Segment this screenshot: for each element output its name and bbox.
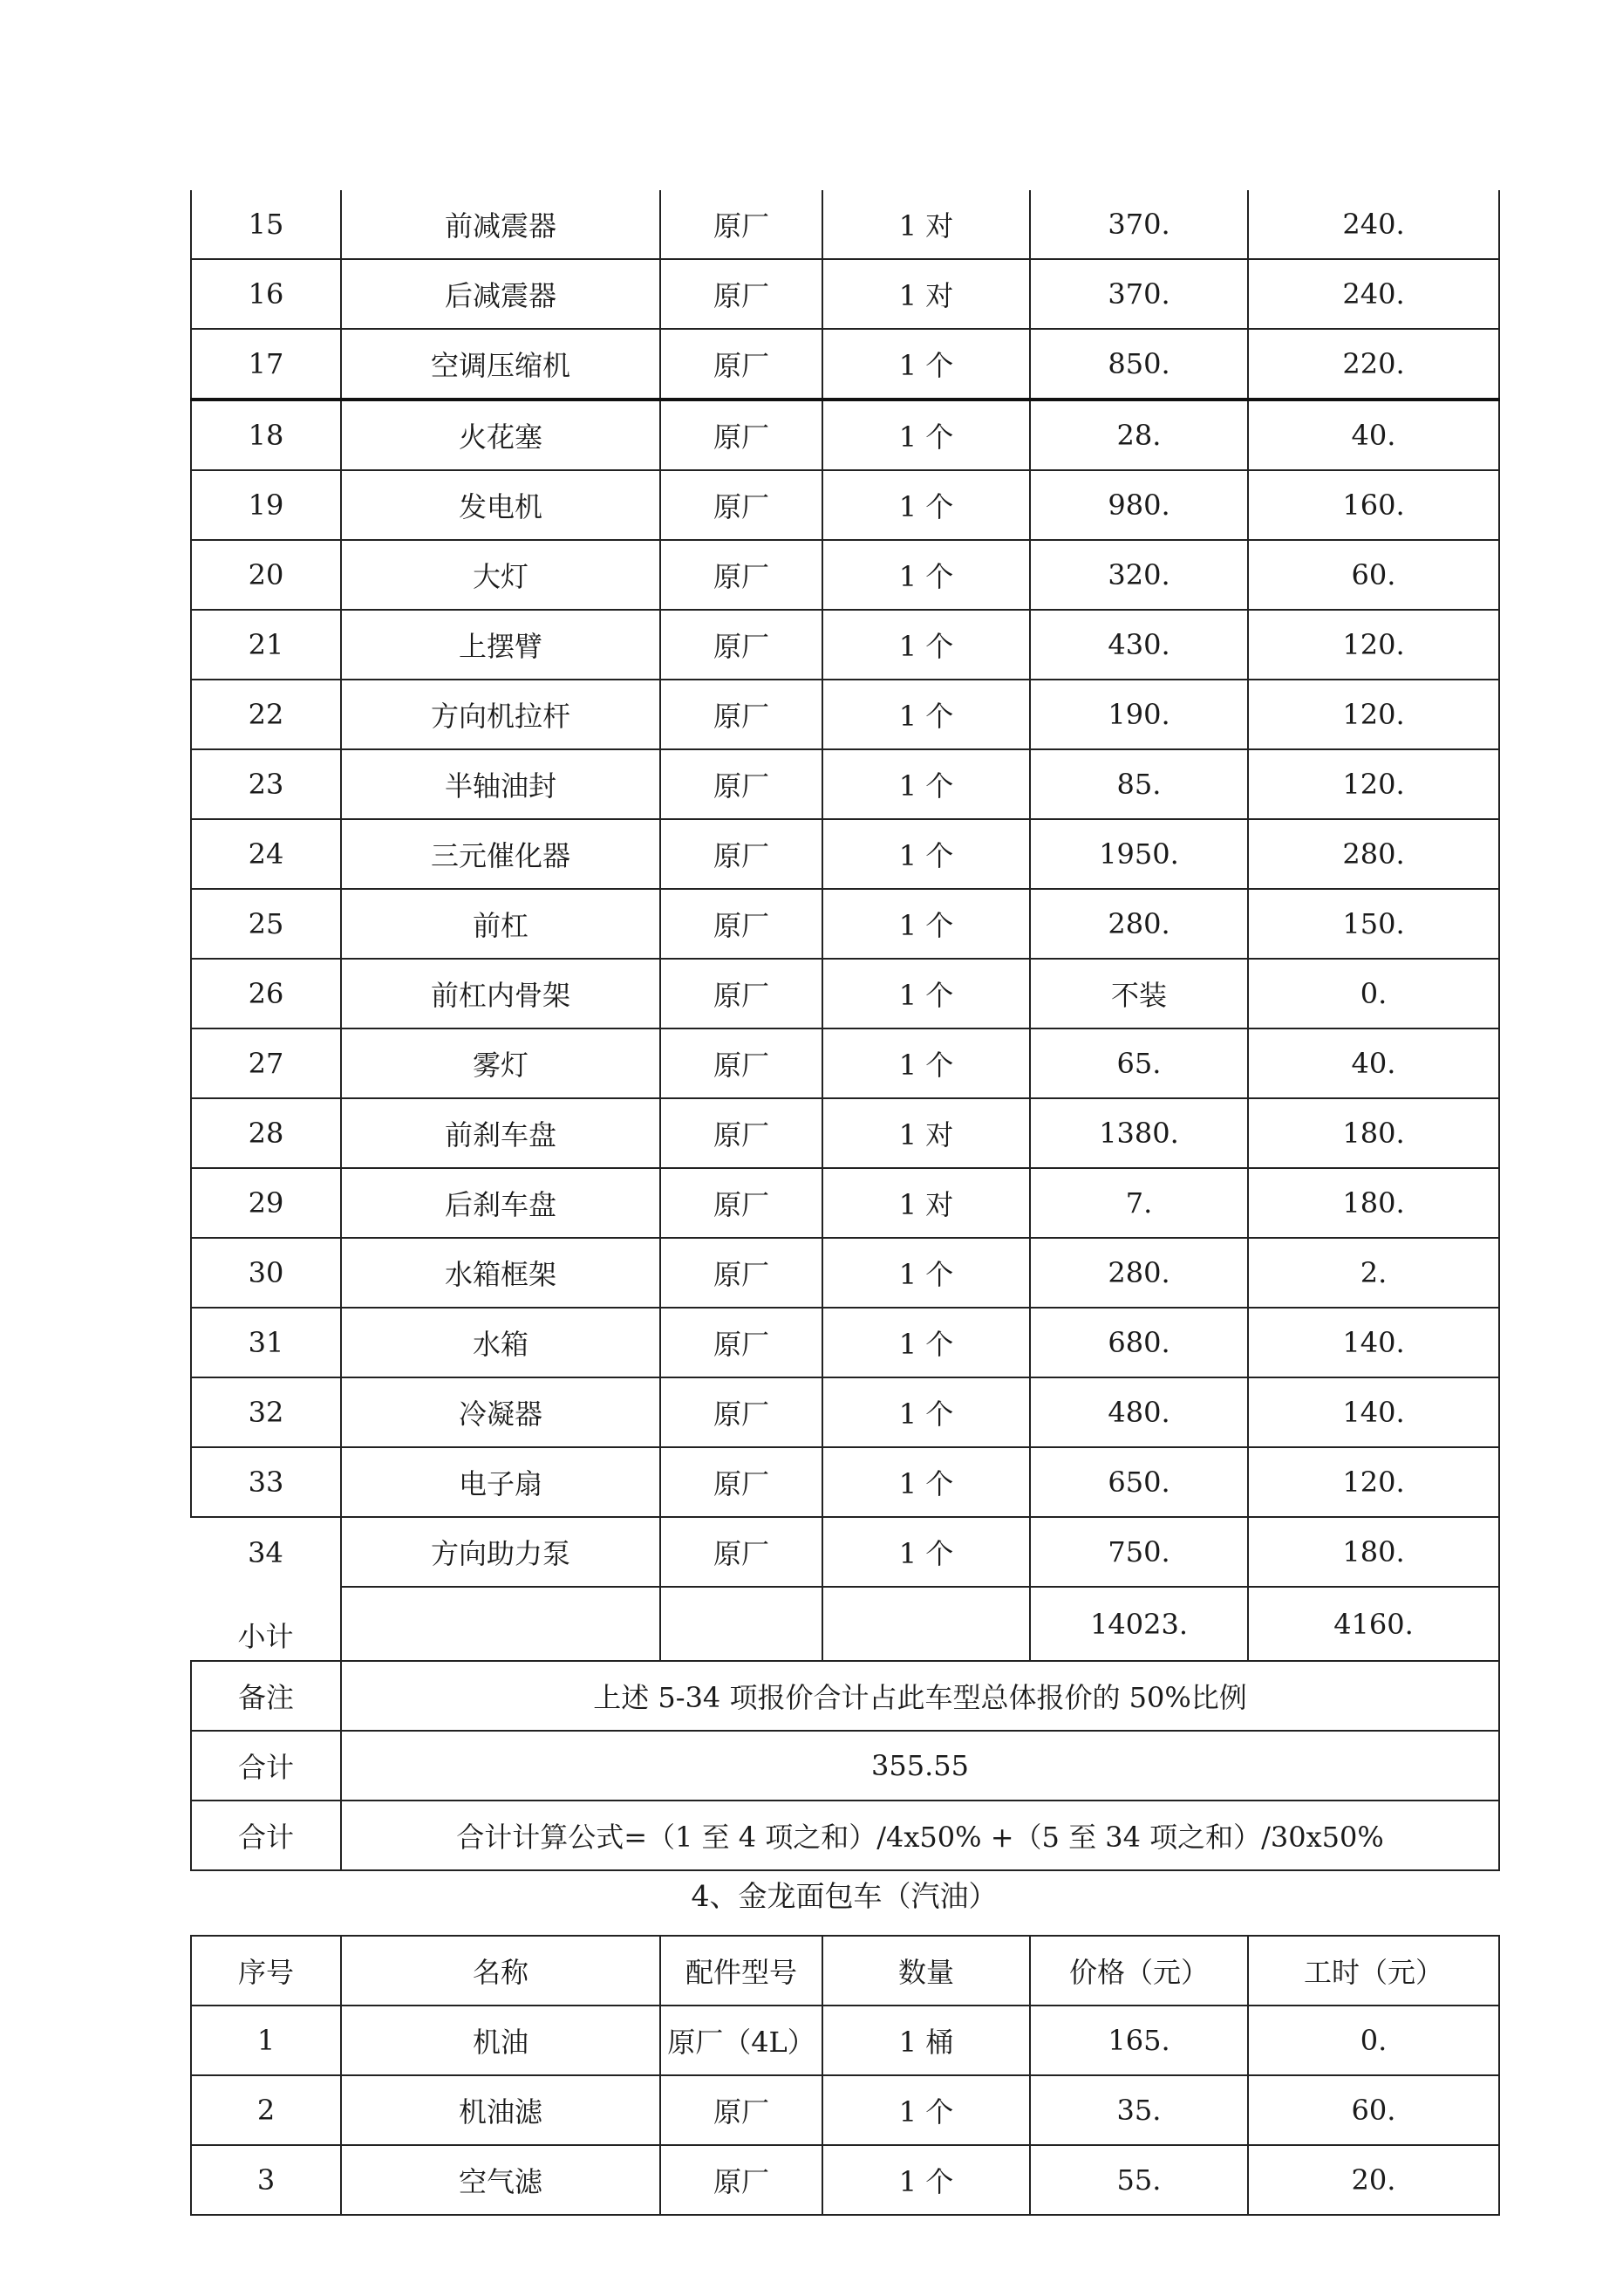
labor-cost: 40. (1248, 1028, 1499, 1098)
part-quantity: 1 个 (822, 329, 1030, 400)
table-row (191, 1168, 1499, 1238)
part-name: 空调压缩机 (341, 329, 660, 400)
part-quantity: 1 个 (822, 889, 1030, 959)
labor-cost: 40. (1248, 400, 1499, 470)
part-price: 370. (1030, 259, 1248, 329)
part-model: 原厂 (660, 540, 822, 610)
formula-row (191, 1801, 1499, 1870)
labor-cost: 140. (1248, 1377, 1499, 1447)
subtotal-qty-empty (822, 1587, 1030, 1661)
part-quantity: 1 对 (822, 190, 1030, 259)
remark-text: 上述 5-34 项报价合计占此车型总体报价的 50%比例 (341, 1661, 1499, 1731)
part-price: 165. (1030, 2006, 1248, 2075)
header-no: 序号 (191, 1936, 341, 2006)
row-number: 25 (191, 889, 341, 959)
labor-cost: 140. (1248, 1308, 1499, 1377)
part-price: 55. (1030, 2145, 1248, 2215)
subtotal-labor: 4160. (1248, 1587, 1499, 1661)
remark-label: 备注 (191, 1661, 341, 1731)
part-quantity: 1 桶 (822, 2006, 1030, 2075)
labor-cost: 0. (1248, 2006, 1499, 2075)
part-model: 原厂 (660, 400, 822, 470)
row-number: 17 (191, 329, 341, 400)
total-row (191, 1731, 1499, 1801)
part-price: 370. (1030, 190, 1248, 259)
part-model: 原厂 (660, 749, 822, 819)
labor-cost: 0. (1248, 959, 1499, 1028)
part-quantity: 1 对 (822, 1168, 1030, 1238)
part-model: 原厂 (660, 1308, 822, 1377)
table-row (191, 400, 1499, 470)
formula-label: 合计 (191, 1801, 341, 1870)
part-quantity: 1 个 (822, 1377, 1030, 1447)
table-row (191, 959, 1499, 1028)
part-name: 大灯 (341, 540, 660, 610)
part-price: 190. (1030, 680, 1248, 749)
part-price: 280. (1030, 889, 1248, 959)
parts-table-body (191, 190, 1499, 1517)
part-model: 原厂 (660, 1447, 822, 1517)
part-quantity: 1 个 (822, 1028, 1030, 1098)
row-number: 27 (191, 1028, 341, 1098)
part-price: 1380. (1030, 1098, 1248, 1168)
labor-cost: 280. (1248, 819, 1499, 889)
row-number: 15 (191, 190, 341, 259)
part-quantity: 1 个 (822, 1517, 1030, 1587)
header-qty: 数量 (822, 1936, 1030, 2006)
total-label: 合计 (191, 1731, 341, 1801)
part-model: 原厂 (660, 889, 822, 959)
part-quantity: 1 个 (822, 749, 1030, 819)
part-price: 650. (1030, 1447, 1248, 1517)
row-number: 30 (191, 1238, 341, 1308)
part-model: 原厂 (660, 1098, 822, 1168)
part-price: 28. (1030, 400, 1248, 470)
part-quantity: 1 个 (822, 470, 1030, 540)
labor-cost: 220. (1248, 329, 1499, 400)
table-row (191, 749, 1499, 819)
part-price: 680. (1030, 1308, 1248, 1377)
part-model: 原厂 (660, 1238, 822, 1308)
table-row (191, 2075, 1499, 2145)
labor-cost: 180. (1248, 1517, 1499, 1587)
part-model: 原厂 (660, 2075, 822, 2145)
part-name: 水箱框架 (341, 1238, 660, 1308)
row-number: 20 (191, 540, 341, 610)
part-model: 原厂 (660, 1377, 822, 1447)
part-quantity: 1 个 (822, 610, 1030, 680)
table-row (191, 680, 1499, 749)
row-number: 18 (191, 400, 341, 470)
table-row (191, 1517, 1499, 1587)
row-number: 26 (191, 959, 341, 1028)
subtotal-label: 小计 (191, 1587, 341, 1661)
row-number: 21 (191, 610, 341, 680)
table-row (191, 190, 1499, 259)
part-name: 发电机 (341, 470, 660, 540)
part-price: 65. (1030, 1028, 1248, 1098)
part-model: 原厂 (660, 819, 822, 889)
part-price: 1950. (1030, 819, 1248, 889)
table-header-row (191, 1936, 1499, 2006)
part-name: 雾灯 (341, 1028, 660, 1098)
jinlong-table-body (191, 2006, 1499, 2215)
remark-row (191, 1661, 1499, 1731)
part-price: 85. (1030, 749, 1248, 819)
labor-cost: 240. (1248, 259, 1499, 329)
row-number: 2 (191, 2075, 341, 2145)
table-row (191, 470, 1499, 540)
part-price: 430. (1030, 610, 1248, 680)
subtotal-row (191, 1587, 1499, 1661)
row-number: 28 (191, 1098, 341, 1168)
part-name: 三元催化器 (341, 819, 660, 889)
part-model: 原厂 (660, 610, 822, 680)
table-row (191, 540, 1499, 610)
part-model: 原厂 (660, 1168, 822, 1238)
part-quantity: 1 个 (822, 1238, 1030, 1308)
row-number: 33 (191, 1447, 341, 1517)
part-price: 480. (1030, 1377, 1248, 1447)
labor-cost: 120. (1248, 680, 1499, 749)
jinlong-van-parts-table (190, 1935, 1500, 2216)
labor-cost: 120. (1248, 610, 1499, 680)
part-price: 35. (1030, 2075, 1248, 2145)
header-name: 名称 (341, 1936, 660, 2006)
part-name: 方向机拉杆 (341, 680, 660, 749)
part-quantity: 1 对 (822, 259, 1030, 329)
part-name: 后减震器 (341, 259, 660, 329)
labor-cost: 160. (1248, 470, 1499, 540)
part-name: 机油 (341, 2006, 660, 2075)
table-row (191, 329, 1499, 400)
header-labor: 工时（元） (1248, 1936, 1499, 2006)
part-quantity: 1 个 (822, 2075, 1030, 2145)
part-price: 7. (1030, 1168, 1248, 1238)
table-row (191, 819, 1499, 889)
row-number: 34 (191, 1517, 341, 1587)
part-price: 320. (1030, 540, 1248, 610)
part-quantity: 1 个 (822, 1447, 1030, 1517)
part-name: 前刹车盘 (341, 1098, 660, 1168)
part-name: 方向助力泵 (341, 1517, 660, 1587)
subtotal-price: 14023. (1030, 1587, 1248, 1661)
part-name: 上摆臂 (341, 610, 660, 680)
part-model: 原厂 (660, 959, 822, 1028)
row-number: 16 (191, 259, 341, 329)
part-quantity: 1 个 (822, 400, 1030, 470)
table-row (191, 1308, 1499, 1377)
part-name: 前减震器 (341, 190, 660, 259)
part-name: 电子扇 (341, 1447, 660, 1517)
part-name: 水箱 (341, 1308, 660, 1377)
part-model: 原厂 (660, 329, 822, 400)
part-quantity: 1 个 (822, 680, 1030, 749)
row-number: 1 (191, 2006, 341, 2075)
labor-cost: 240. (1248, 190, 1499, 259)
part-quantity: 1 个 (822, 819, 1030, 889)
header-model: 配件型号 (660, 1936, 822, 2006)
part-name: 后刹车盘 (341, 1168, 660, 1238)
part-quantity: 1 对 (822, 1098, 1030, 1168)
part-model: 原厂 (660, 680, 822, 749)
part-name: 冷凝器 (341, 1377, 660, 1447)
labor-cost: 2. (1248, 1238, 1499, 1308)
table-row (191, 1238, 1499, 1308)
table-row (191, 2006, 1499, 2075)
part-model: 原厂 (660, 190, 822, 259)
part-quantity: 1 个 (822, 2145, 1030, 2215)
part-name: 火花塞 (341, 400, 660, 470)
row-number: 24 (191, 819, 341, 889)
parts-price-table-continued (190, 190, 1500, 1871)
part-quantity: 1 个 (822, 540, 1030, 610)
parts-table-tail (191, 1517, 1499, 1870)
part-name: 前杠 (341, 889, 660, 959)
table-row (191, 1377, 1499, 1447)
labor-cost: 180. (1248, 1168, 1499, 1238)
part-model: 原厂 (660, 259, 822, 329)
table-row (191, 259, 1499, 329)
part-quantity: 1 个 (822, 1308, 1030, 1377)
table-row (191, 1028, 1499, 1098)
labor-cost: 20. (1248, 2145, 1499, 2215)
part-price: 280. (1030, 1238, 1248, 1308)
header-price: 价格（元） (1030, 1936, 1248, 2006)
part-name: 空气滤 (341, 2145, 660, 2215)
part-model: 原厂 (660, 2145, 822, 2215)
part-price: 750. (1030, 1517, 1248, 1587)
labor-cost: 60. (1248, 2075, 1499, 2145)
row-number: 31 (191, 1308, 341, 1377)
table-row (191, 610, 1499, 680)
row-number: 3 (191, 2145, 341, 2215)
row-number: 32 (191, 1377, 341, 1447)
section-heading: 4、金龙面包车（汽油） (691, 1879, 998, 1913)
part-price: 850. (1030, 329, 1248, 400)
part-name: 机油滤 (341, 2075, 660, 2145)
table-row (191, 1447, 1499, 1517)
part-model: 原厂 (660, 470, 822, 540)
table-row (191, 889, 1499, 959)
part-quantity: 1 个 (822, 959, 1030, 1028)
total-value: 355.55 (341, 1731, 1499, 1801)
labor-cost: 60. (1248, 540, 1499, 610)
part-price: 980. (1030, 470, 1248, 540)
table-row (191, 2145, 1499, 2215)
row-number: 19 (191, 470, 341, 540)
subtotal-model-empty (660, 1587, 822, 1661)
labor-cost: 150. (1248, 889, 1499, 959)
row-number: 22 (191, 680, 341, 749)
part-model: 原厂 (660, 1028, 822, 1098)
row-number: 29 (191, 1168, 341, 1238)
part-model: 原厂（4L） (660, 2006, 822, 2075)
part-price: 不装 (1030, 959, 1248, 1028)
formula-text: 合计计算公式=（1 至 4 项之和）/4x50% +（5 至 34 项之和）/30x50% (341, 1801, 1499, 1870)
labor-cost: 120. (1248, 1447, 1499, 1517)
part-name: 前杠内骨架 (341, 959, 660, 1028)
part-model: 原厂 (660, 1517, 822, 1587)
part-name: 半轴油封 (341, 749, 660, 819)
row-number: 23 (191, 749, 341, 819)
labor-cost: 180. (1248, 1098, 1499, 1168)
table-row (191, 1098, 1499, 1168)
subtotal-name-empty (341, 1587, 660, 1661)
labor-cost: 120. (1248, 749, 1499, 819)
